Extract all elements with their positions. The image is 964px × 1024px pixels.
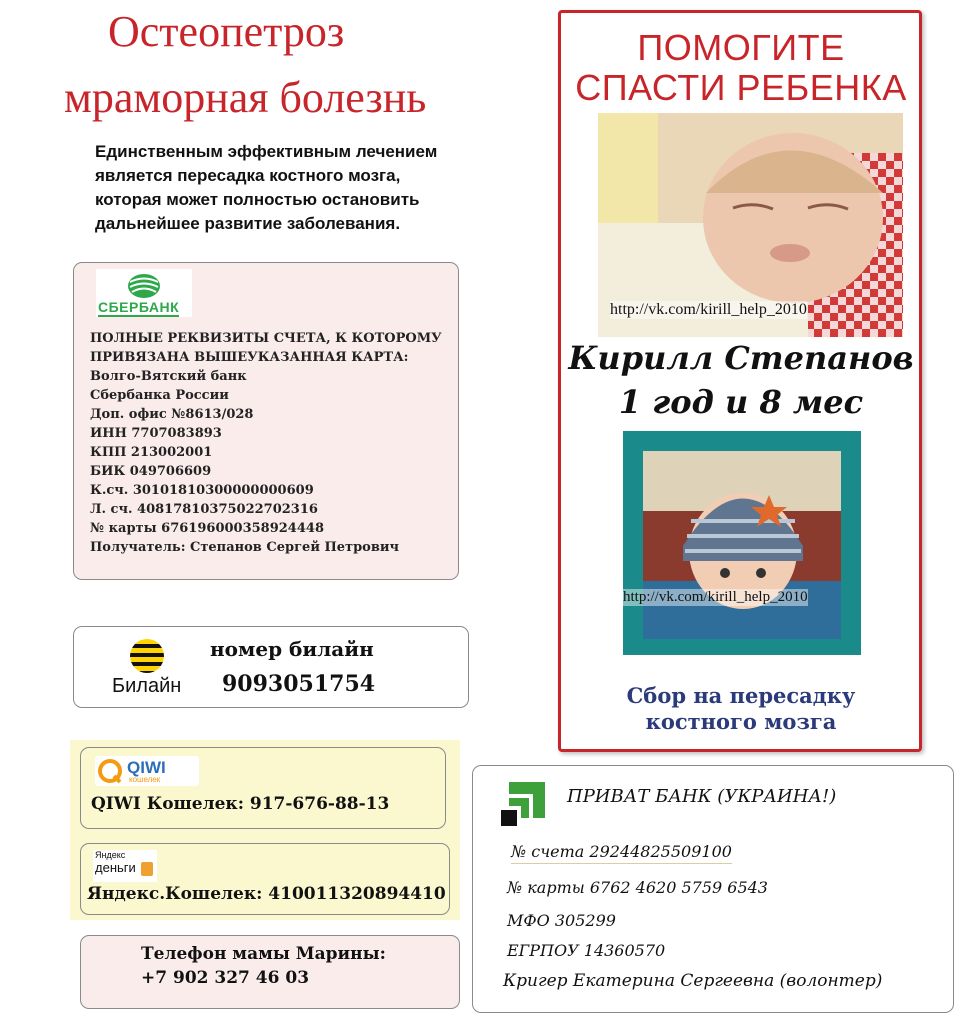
title-line-2: мраморная болезнь: [64, 73, 427, 122]
intro-line: дальнейшее развитие заболевания.: [95, 214, 401, 233]
req-line: Получатель: Степанов Сергей Петрович: [90, 540, 400, 555]
sberbank-logo-text: СБЕРБАНК: [98, 299, 180, 315]
yandex-card: [80, 843, 450, 915]
yandex-logo-line2: деньги: [95, 860, 136, 875]
req-line: ПРИВЯЗАНА ВЫШЕУКАЗАННАЯ КАРТА:: [90, 350, 409, 365]
title-line-1: Остеопетроз: [108, 7, 345, 56]
privatbank-recipient: Кригер Екатерина Сергеевна (волонтер): [503, 971, 883, 991]
beeline-logo-text: Билайн: [112, 675, 182, 697]
yandex-wallet-line: Яндекс.Кошелек: 410011320894410: [87, 884, 446, 904]
req-line: БИК 049706609: [90, 464, 212, 479]
intro-line: является пересадка костного мозга,: [95, 166, 401, 185]
req-line: К.сч. 30101810300000000609: [90, 483, 314, 498]
wallet-icon: [141, 862, 153, 876]
privatbank-title: ПРИВАТ БАНК (УКРАИНА!): [567, 786, 837, 807]
sberbank-logo: [96, 269, 192, 317]
child-age: 1 год и 8 мес: [618, 383, 864, 421]
qiwi-logo: [95, 756, 199, 786]
req-line: КПП 213002001: [90, 445, 213, 460]
help-title-line-1: ПОМОГИТЕ: [637, 27, 845, 68]
req-line: № карты 676196000358924448: [90, 521, 324, 536]
qiwi-icon: [97, 758, 123, 784]
mother-phone-number: +7 902 327 46 03: [141, 968, 310, 988]
privatbank-card-number: № карты 6762 4620 5759 6543: [507, 878, 768, 897]
req-line: Сбербанка России: [90, 388, 229, 403]
baby-photo: [598, 113, 903, 337]
collect-line-2: костного мозга: [645, 709, 837, 734]
qiwi-wallet-line: QIWI Кошелек: 917-676-88-13: [91, 794, 390, 814]
sberbank-card: [73, 262, 459, 580]
req-line: Л. сч. 40817810375022702316: [90, 502, 318, 517]
mother-phone-card: [80, 935, 460, 1009]
sberbank-details: [90, 329, 442, 557]
privatbank-egrpou: ЕГРПОУ 14360570: [507, 941, 666, 960]
req-line: Доп. офис №8613/028: [90, 407, 254, 422]
help-title-line-2: СПАСТИ РЕБЕНКА: [575, 67, 907, 108]
beeline-label: номер билайн: [210, 637, 374, 661]
privatbank-account: № счета 29244825509100: [511, 842, 732, 864]
help-poster: [558, 10, 922, 752]
mother-phone-label: Телефон мамы Марины:: [141, 944, 386, 964]
photo-2-url-caption: http://vk.com/kirill_help_2010: [623, 589, 808, 605]
yandex-logo: [93, 850, 157, 882]
qiwi-logo-text: QIWI: [127, 758, 166, 777]
privatbank-card: [472, 765, 954, 1013]
intro-line: Единственным эффективным лечением: [95, 142, 438, 161]
baby-photo-2-image: [643, 451, 841, 639]
req-line: ПОЛНЫЕ РЕКВИЗИТЫ СЧЕТА, К КОТОРОМУ: [90, 331, 442, 346]
beeline-logo-icon: [130, 639, 164, 673]
privatbank-mfo: МФО 305299: [507, 911, 616, 930]
beeline-card: [73, 626, 469, 708]
intro-text: [95, 140, 495, 236]
qiwi-logo-sub: кошелек: [129, 775, 161, 784]
beeline-number: 9093051754: [222, 671, 376, 697]
qiwi-card: [80, 747, 446, 829]
collect-line-1: Сбор на пересадку: [626, 683, 856, 708]
privatbank-icon: [499, 780, 547, 826]
photo-url-caption: http://vk.com/kirill_help_2010: [610, 301, 807, 318]
child-name: Кирилл Степанов: [568, 339, 914, 377]
intro-line: которая может полностью остановить: [95, 190, 420, 209]
baby-photo-2-frame: [623, 431, 861, 655]
yandex-logo-line1: Яндекс: [95, 850, 126, 860]
sberbank-icon: [124, 271, 164, 301]
req-line: ИНН 7707083893: [90, 426, 222, 441]
baby-photo-2: [623, 451, 841, 639]
req-line: Волго-Вятский банк: [90, 369, 247, 384]
